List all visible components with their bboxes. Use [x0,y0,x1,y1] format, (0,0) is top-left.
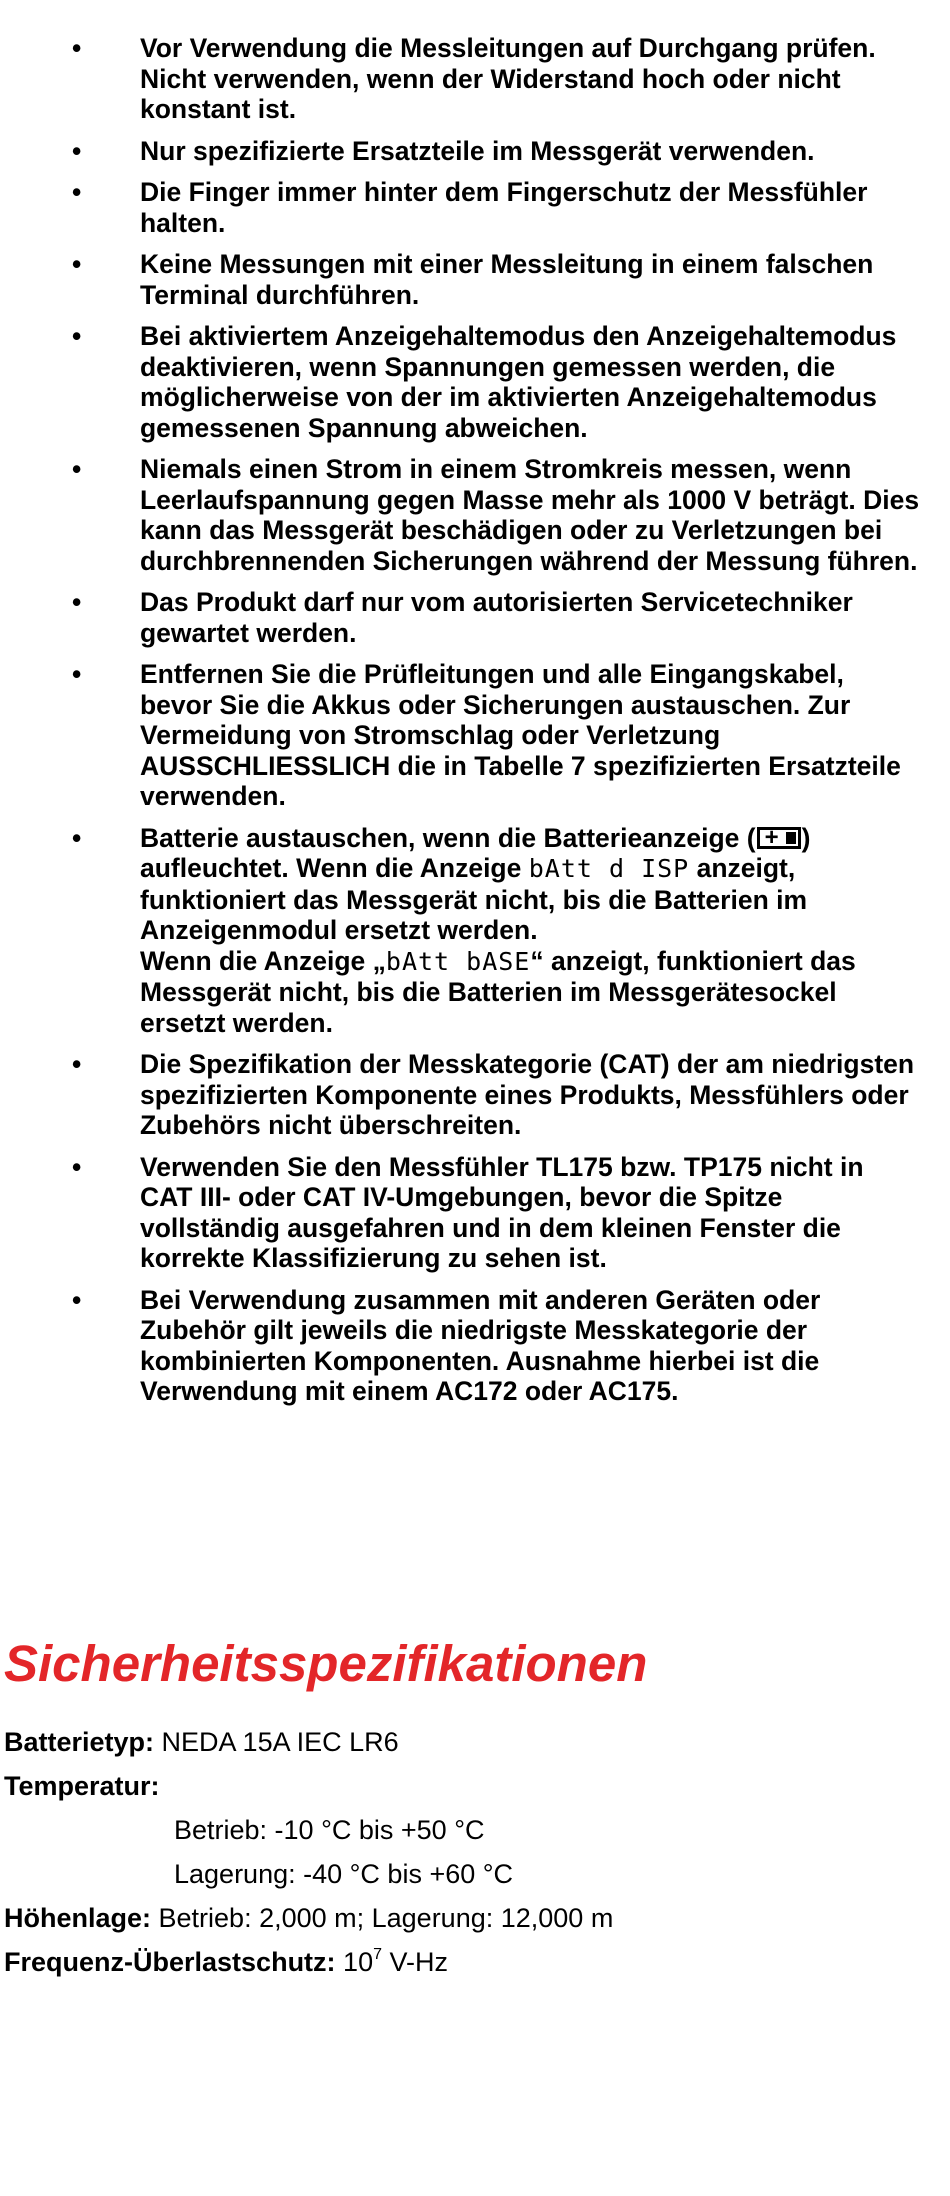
spec-temp-operating [174,1813,485,1847]
battery-text-5: “ anzeigt, funktioniert das Messgerät nicht, bis die Batterien im Messgerätesockel ersetzt werden. [140,945,856,1038]
spec-unit: V-Hz [382,1947,449,1977]
spec-label: Batterietyp: [4,1727,155,1757]
spec-label: Höhenlage: [4,1903,152,1933]
list-item-text: Bei aktiviertem Anzeigehaltemodus den Anzeigehaltemodus deaktivieren, wenn Spannungen gemessen werden, die möglicherweise von der im aktivierten Anzeigehaltemodus gemessenen Spannung abweichen. [140,321,897,443]
spec-altitude [4,1901,613,1935]
list-item [0,454,950,576]
list-item-battery [0,823,950,1039]
list-item-text: Niemals einen Strom in einem Stromkreis messen, wenn Leerlaufspannung gegen Masse mehr als 1000 V beträgt. Dies kann das Messgerät beschädigen oder zu Verletzungen bei durchbrennenden Sicherungen während der Messung führen. [140,454,920,576]
bullet-icon: • [72,135,82,166]
battery-text-3: anzeigt, funktioniert das Messgerät nicht, bis die Batterien im Anzeigenmodul ersetzt werden. [140,853,808,945]
bullet-icon: • [72,454,82,484]
bullet-icon: • [72,321,82,351]
safety-warnings-list [0,33,950,1418]
list-item-text: Entfernen Sie die Prüfleitungen und alle Eingangskabel, bevor Sie die Akkus oder Sicherungen austauschen. Zur Vermeidung von Stromschlag oder Verletzung AUSSCHLIESSLICH die in Tabelle 7 spezifizierten Ersatzteile verwenden. [140,659,901,811]
list-item-text: Bei Verwendung zusammen mit anderen Geräten oder Zubehör gilt jeweils die niedrigste Messkategorie der kombinierten Komponenten. Ausnahme hierbei ist die Verwendung mit einem AC172 oder AC175. [140,1284,821,1406]
section-title: Sicherheitsspezifikationen [4,1635,648,1692]
list-item [0,136,950,167]
spec-label: Frequenz-Überlastschutz: [4,1947,336,1977]
bullet-icon: • [72,249,82,279]
spec-temp-storage [174,1857,513,1891]
list-item-text: Keine Messungen mit einer Messleitung in einem falschen Terminal durchführen. [140,249,874,310]
bullet-icon: • [72,822,82,853]
bullet-icon: • [72,177,82,207]
bullet-icon: • [72,587,82,617]
list-item [0,1049,950,1141]
spec-exponent: 7 [373,1946,382,1963]
list-item [0,177,950,238]
spec-value: 10 [335,1947,374,1977]
list-item-text: Nur spezifizierte Ersatzteile im Messgerät verwenden. [140,135,815,166]
list-item [0,1152,950,1274]
lcd-batt-base: bAtt bASE [385,946,531,976]
lcd-batt-disp: bAtt d ISP [528,854,690,883]
list-item [0,659,950,812]
battery-icon [757,823,801,851]
battery-plus-icon: + [764,823,779,851]
list-item-text: Die Spezifikation der Messkategorie (CAT) der am niedrigsten spezifizierten Komponente eines Produkts, Messfühlers oder Zubehörs nicht überschreiten. [140,1049,915,1140]
spec-value: Lagerung: -40 °C bis +60 °C [174,1859,514,1889]
battery-text-4: Wenn die Anzeige „ [140,945,386,976]
bullet-icon: • [72,1151,82,1182]
list-item [0,587,950,648]
list-item-text: Vor Verwendung die Messleitungen auf Durchgang prüfen. Nicht verwenden, wenn der Widerstand hoch oder nicht konstant ist. [140,33,876,124]
spec-value: NEDA 15A IEC LR6 [154,1727,399,1757]
bullet-icon: • [72,33,82,63]
spec-value: Betrieb: 2,000 m; Lagerung: 12,000 m [151,1903,614,1933]
list-item [0,33,950,125]
list-item-text: Die Finger immer hinter dem Fingerschutz der Messfühler halten. [140,177,868,238]
spec-label: Temperatur: [4,1771,160,1801]
list-item-text: Das Produkt darf nur vom autorisierten Servicetechniker gewartet werden. [140,587,853,648]
list-item [0,249,950,310]
bullet-icon: • [72,1049,82,1079]
spec-battery-type [4,1725,399,1759]
list-item [0,321,950,443]
spec-temperature [4,1769,160,1803]
bullet-icon: • [72,659,82,689]
spec-frequency [4,1945,448,1979]
battery-text-2: ) aufleuchtet. Wenn die Anzeige [140,822,811,883]
bullet-icon: • [72,1284,82,1315]
battery-fill [786,832,796,844]
battery-text-1: Batterie austauschen, wenn die Batterieanzeige ( [140,822,756,853]
spec-value: Betrieb: -10 °C bis +50 °C [174,1815,485,1845]
list-item-text: Verwenden Sie den Messfühler TL175 bzw. TP175 nicht in CAT III- oder CAT IV-Umgebungen, bevor die Spitze vollständig ausgefahren und in dem kleinen Fenster die korrekte Klassifizierung zu sehen ist. [140,1151,864,1273]
list-item [0,1285,950,1407]
